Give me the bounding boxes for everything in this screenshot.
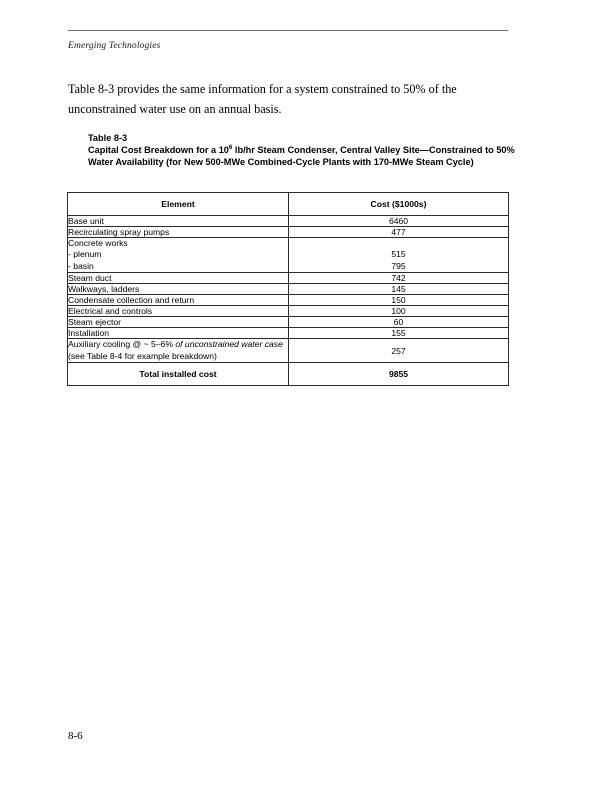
table-row xyxy=(68,317,509,328)
caption-exponent: 6 xyxy=(228,144,233,152)
total-label: Total installed cost xyxy=(68,363,289,386)
row-label: Electrical and controls xyxy=(68,306,289,317)
total-value: 9855 xyxy=(289,363,509,386)
row-label-concrete-works xyxy=(68,238,289,273)
row-value: 145 xyxy=(289,284,509,295)
caption-title-post: lb/hr Steam Condenser, Central Valley Site—Constrained to 50% Water Availability (for New 500-MWe Combined-Cycle Plants with 170-MWe Steam Cycle) xyxy=(88,145,515,168)
caption-label: Table 8-3 xyxy=(88,133,128,143)
row-label: Recirculating spray pumps xyxy=(68,227,289,238)
column-header-element: Element xyxy=(68,193,289,216)
table-row xyxy=(68,227,509,238)
row-label-line: - plenum xyxy=(68,249,102,260)
table-row xyxy=(68,339,509,363)
row-value: 155 xyxy=(289,328,509,339)
row-value: 6460 xyxy=(289,216,509,227)
table-row xyxy=(68,284,509,295)
row-value: 100 xyxy=(289,306,509,317)
row-value: 257 xyxy=(289,339,509,363)
row-label-line: - basin xyxy=(68,260,94,271)
table-row xyxy=(68,295,509,306)
aux-text-pre: Auxiliary cooling @ ~ 5–6% xyxy=(68,339,176,350)
table-row xyxy=(68,216,509,227)
running-head: Emerging Technologies xyxy=(68,41,161,51)
row-value: 60 xyxy=(289,317,509,328)
row-label: Condensate collection and return xyxy=(68,295,289,306)
row-label: Steam ejector xyxy=(68,317,289,328)
table-header-row xyxy=(68,193,509,216)
table-row xyxy=(68,328,509,339)
capital-cost-table xyxy=(67,192,509,386)
row-value: 477 xyxy=(289,227,509,238)
body-paragraph: Table 8-3 provides the same information for a system constrained to 50% of the unconstrained water use on an annual basis. xyxy=(68,82,457,116)
row-value-concrete-works xyxy=(289,238,509,273)
row-value-line: 795 xyxy=(391,260,406,271)
table-row xyxy=(68,273,509,284)
row-value: 150 xyxy=(289,295,509,306)
caption-title xyxy=(88,144,520,168)
caption-title-pre: Capital Cost Breakdown for a 10 xyxy=(88,145,229,156)
row-label: Installation xyxy=(68,328,289,339)
table-total-row xyxy=(68,363,509,386)
row-label: Steam duct xyxy=(68,273,289,284)
row-label: Walkways, ladders xyxy=(68,284,289,295)
table-caption xyxy=(88,132,520,168)
header-rule xyxy=(68,30,508,31)
row-label-line: Concrete works xyxy=(68,238,128,248)
table-row xyxy=(68,238,509,273)
row-value-line: 515 xyxy=(391,249,406,260)
row-value: 742 xyxy=(289,273,509,284)
row-label-auxiliary-cooling xyxy=(68,339,289,363)
aux-text-italic: of unconstrained water case xyxy=(175,339,283,350)
row-label: Base unit xyxy=(68,216,289,227)
table-row xyxy=(68,306,509,317)
aux-text-post: (see Table 8-4 for example breakdown) xyxy=(68,350,217,361)
page-number: 8-6 xyxy=(68,730,83,742)
column-header-cost: Cost ($1000s) xyxy=(289,193,509,216)
